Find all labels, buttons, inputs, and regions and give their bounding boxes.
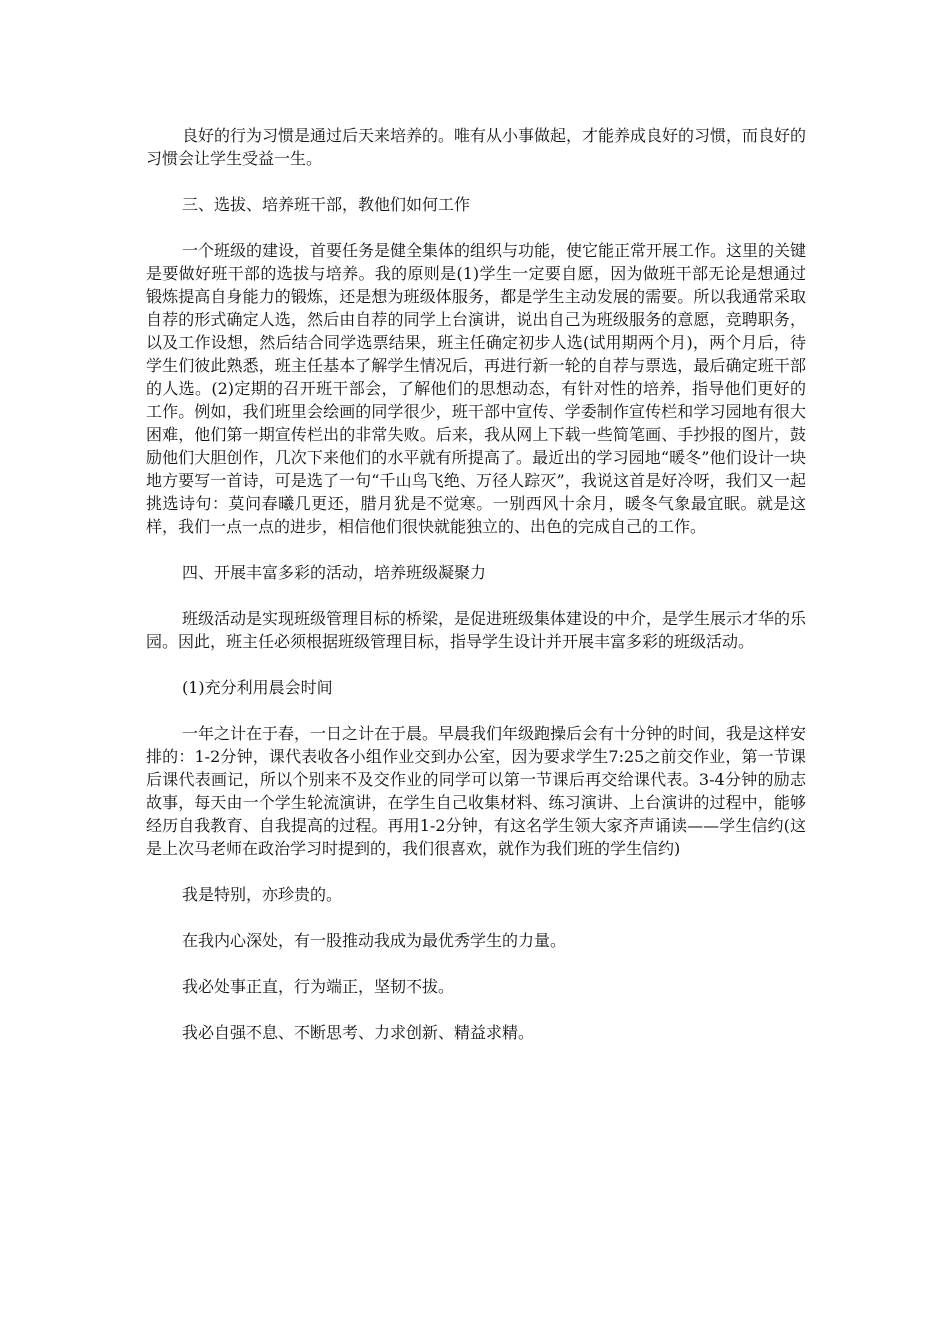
- paragraph: 一年之计在于春，一日之计在于晨。早晨我们年级跑操后会有十分钟的时间，我是这样安排的：1-2分钟，课代表收各小组作业交到办公室，因为要求学生7:25之前交作业，第一节课后课代表画记，所以个别来不及交作业的同学可以第一节课后再交给课代表。3-4分钟的励志故事，每天由一个学生轮流演讲，在学生自己收集材料、练习演讲、上台演讲的过程中，能够经历自我教育、自我提高的过程。再用1-2分钟，有这名学生领大家齐声诵读——学生信约(这是上次马老师在政治学习时提到的，我们很喜欢，就作为我们班的学生信约): [146, 724, 807, 858]
- pledge-line: 我必自强不息、不断思考、力求创新、精益求精。: [182, 1023, 535, 1042]
- paragraph: 班级活动是实现班级管理目标的桥梁，是促进班级集体建设的中介，是学生展示才华的乐园。因此，班主任必须根据班级管理目标，指导学生设计并开展丰富多彩的班级活动。: [146, 609, 807, 651]
- document-page: [146, 124, 806, 1067]
- paragraph: 良好的行为习惯是通过后天来培养的。唯有从小事做起，才能养成良好的习惯，而良好的习惯会让学生受益一生。: [146, 126, 807, 168]
- pledge-line: 我是特别，亦珍贵的。: [182, 885, 343, 904]
- pledge-line: 在我内心深处，有一股推动我成为最优秀学生的力量。: [182, 931, 567, 950]
- paragraph: 一个班级的建设，首要任务是健全集体的组织与功能，使它能正常开展工作。这里的关键是要做好班干部的选拔与培养。我的原则是(1)学生一定要自愿，因为做班干部无论是想通过锻炼提高自身能力的锻炼，还是想为班级体服务，都是学生主动发展的需要。所以我通常采取自荐的形式确定人选，然后由自荐的同学上台演讲，说出自己为班级服务的意愿，竞聘职务，以及工作设想，然后结合同学选票结果，班主任确定初步人选(试用期两个月)，两个月后，待学生们彼此熟悉，班主任基本了解学生情况后，再进行新一轮的自荐与票选，最后确定班干部的人选。(2)定期的召开班干部会，了解他们的思想动态，有针对性的培养，指导他们更好的工作。例如，我们班里会绘画的同学很少，班干部中宣传、学委制作宣传栏和学习园地有很大困难，他们第一期宣传栏出的非常失败。后来，我从网上下载一些简笔画、手抄报的图片，鼓励他们大胆创作，几次下来他们的水平就有所提高了。最近出的学习园地“暖冬”他们设计一块地方要写一首诗，可是选了一句“千山鸟飞绝、万径人踪灭”，我说这首是好冷呀，我们又一起挑选诗句：莫问春曦几更还，腊月犹是不觉寒。一别西风十余月，暖冬气象最宜眠。就是这样，我们一点一点的进步，相信他们很快就能独立的、出色的完成自己的工作。: [146, 241, 807, 536]
- section-heading: 四、开展丰富多彩的活动，培养班级凝聚力: [182, 563, 487, 582]
- section-heading: 三、选拔、培养班干部，教他们如何工作: [182, 195, 471, 214]
- pledge-line: 我必处事正直，行为端正，坚韧不拔。: [182, 977, 455, 996]
- subsection-heading: (1)充分利用晨会时间: [182, 678, 333, 697]
